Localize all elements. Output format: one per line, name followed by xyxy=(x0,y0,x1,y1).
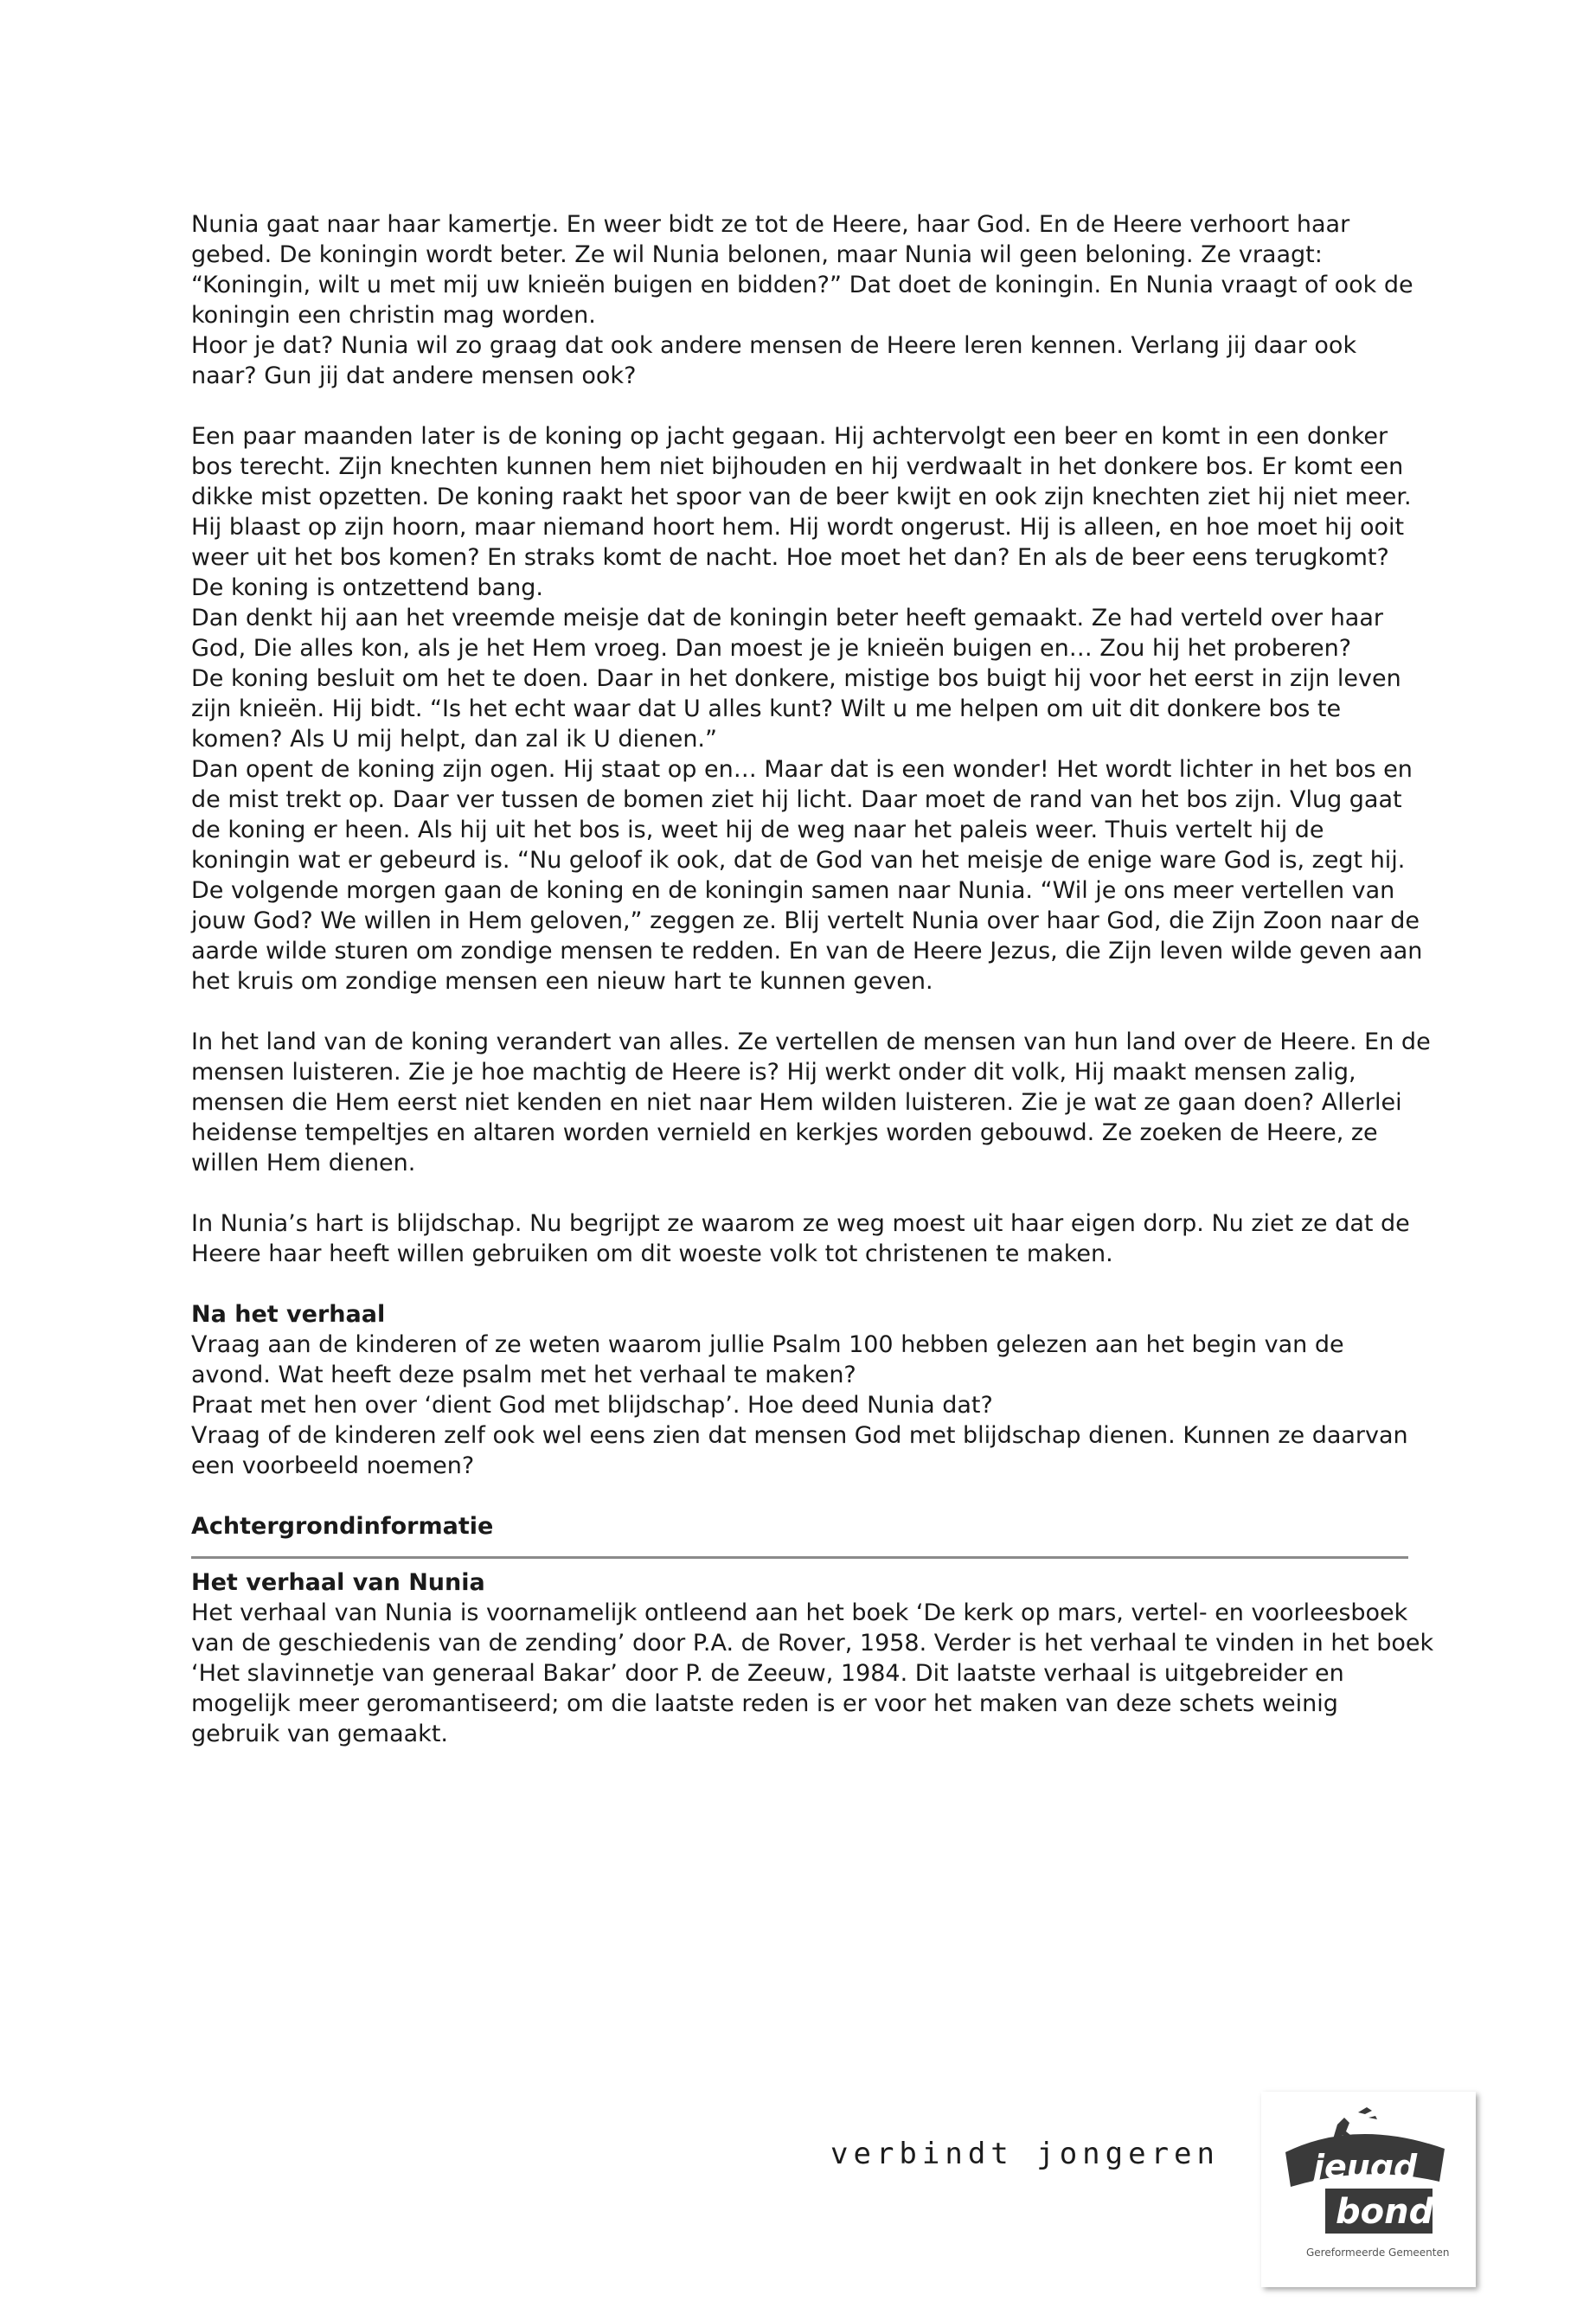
text-line: Het verhaal van Nunia is voornamelijk ontleend aan het boek ‘De kerk op mars, vertel- en voorleesboek xyxy=(191,1599,1408,1626)
text-line: Praat met hen over ‘dient God met blijdschap’. Hoe deed Nunia dat? xyxy=(191,1392,993,1419)
text-line: koningin wat er gebeurd is. “Nu geloof ik ook, dat de God van het meisje de enige ware God is, zegt hij. xyxy=(191,847,1406,874)
text-line: mensen luisteren. Zie je hoe machtig de Heere is? Hij werkt onder dit volk, Hij maakt mensen zalig, xyxy=(191,1059,1356,1086)
text-line: Hoor je dat? Nunia wil zo graag dat ook andere mensen de Heere leren kennen. Verlang jij daar ook xyxy=(191,332,1357,359)
text-line: het kruis om zondige mensen een nieuw hart te kunnen geven. xyxy=(191,968,933,995)
text-line: God, Die alles kon, als je het Hem vroeg. Dan moest je je knieën buigen en… Zou hij het proberen? xyxy=(191,635,1352,662)
text-line: Hij blaast op zijn hoorn, maar niemand hoort hem. Hij wordt ongerust. Hij is alleen, en hoe moet hij ooit xyxy=(191,514,1405,541)
logo-subtitle: Gereformeerde Gemeenten xyxy=(1306,2247,1450,2259)
text-line: aarde wilde sturen om zondige mensen te redden. En van de Heere Jezus, die Zijn leven wilde geven aan xyxy=(191,938,1423,965)
text-line: jouw God? We willen in Hem geloven,” zeggen ze. Blij vertelt Nunia over haar God, die Zijn Zoon naar de xyxy=(191,907,1420,934)
text-line: dikke mist opzetten. De koning raakt het spoor van de beer kwijt en ook zijn knechten ziet hij niet meer. xyxy=(191,484,1412,510)
text-line: Dan opent de koning zijn ogen. Hij staat op en… Maar dat is een wonder! Het wordt lichter in het bos en xyxy=(191,756,1413,783)
text-line: Vraag aan de kinderen of ze weten waarom jullie Psalm 100 hebben gelezen aan het begin van de xyxy=(191,1331,1344,1358)
paragraph-land-changes xyxy=(191,1027,1431,1178)
text-line: In Nunia’s hart is blijdschap. Nu begrijpt ze waarom ze weg moest uit haar eigen dorp. Nu ziet ze dat de xyxy=(191,1210,1410,1237)
heading-verhaal-van-nunia: Het verhaal van Nunia xyxy=(191,1569,485,1596)
text-line: De volgende morgen gaan de koning en de koningin samen naar Nunia. “Wil je ons meer vertellen van xyxy=(191,877,1395,904)
text-line: komen? Als U mij helpt, dan zal ik U dienen.” xyxy=(191,726,718,753)
text-line: “Koningin, wilt u met mij uw knieën buigen en bidden?” Dat doet de koningin. En Nunia vraagt of ook de xyxy=(191,272,1413,298)
paragraph-sources xyxy=(191,1598,1434,1749)
text-line: ‘Het slavinnetje van generaal Bakar’ door P. de Zeeuw, 1984. Dit laatste verhaal is uitgebreider en xyxy=(191,1660,1344,1687)
text-line: Nunia gaat naar haar kamertje. En weer bidt ze tot de Heere, haar God. En de Heere verhoort haar xyxy=(191,211,1350,238)
text-line: de mist trekt op. Daar ver tussen de bomen ziet hij licht. Daar moet de rand van het bos zijn. Vlug gaat xyxy=(191,786,1402,813)
paragraph-nunia-prays xyxy=(191,209,1411,391)
logo-graphic xyxy=(1261,2092,1476,2287)
text-line: bos terecht. Zijn knechten kunnen hem niet bijhouden en hij verdwaalt in het donkere bos. Er komt een xyxy=(191,453,1404,480)
text-line: Vraag of de kinderen zelf ook wel eens zien dat mensen God met blijdschap dienen. Kunnen ze daarvan xyxy=(191,1422,1408,1449)
text-line: Een paar maanden later is de koning op jacht gegaan. Hij achtervolgt een beer en komt in een donker xyxy=(191,423,1388,450)
footer-tagline: verbindt jongeren xyxy=(830,2137,1220,2171)
heading-achtergrondinformatie: Achtergrondinformatie xyxy=(191,1513,494,1540)
text-line: van de geschiedenis van de zending’ door P.A. de Rover, 1958. Verder is het verhaal te vinden in het boek xyxy=(191,1630,1434,1657)
logo-jeugd-text: jeugd xyxy=(1313,2148,1418,2186)
heading-na-het-verhaal: Na het verhaal xyxy=(191,1301,386,1328)
jeugdbond-logo xyxy=(1261,2092,1476,2287)
paragraph-nunia-joy xyxy=(191,1208,1411,1269)
text-line: avond. Wat heeft deze psalm met het verhaal te maken? xyxy=(191,1362,856,1388)
text-line: mensen die Hem eerst niet kenden en niet naar Hem wilden luisteren. Zie je wat ze gaan doen? Allerlei xyxy=(191,1089,1402,1116)
section-divider xyxy=(191,1556,1408,1559)
text-line: koningin een christin mag worden. xyxy=(191,302,596,329)
spark-icon xyxy=(1358,2107,1377,2119)
text-line: willen Hem dienen. xyxy=(191,1150,416,1176)
text-line: Dan denkt hij aan het vreemde meisje dat de koningin beter heeft gemaakt. Ze had verteld over haar xyxy=(191,605,1384,631)
text-line: De koning is ontzettend bang. xyxy=(191,574,543,601)
document-body xyxy=(191,209,1434,1779)
text-line: naar? Gun jij dat andere mensen ook? xyxy=(191,362,637,389)
text-line: mogelijk meer geromantiseerd; om die laatste reden is er voor het maken van deze schets weinig xyxy=(191,1690,1338,1717)
text-line: In het land van de koning verandert van alles. Ze vertellen de mensen van hun land over de Heere. En de xyxy=(191,1029,1431,1055)
text-line: zijn knieën. Hij bidt. “Is het echt waar dat U alles kunt? Wilt u me helpen om uit dit donkere bos te xyxy=(191,695,1342,722)
paragraph-king-hunt xyxy=(191,421,1423,997)
text-line: gebruik van gemaakt. xyxy=(191,1721,448,1747)
paragraph-after-story xyxy=(191,1330,1411,1481)
text-line: weer uit het bos komen? En straks komt de nacht. Hoe moet het dan? En als de beer eens terugkomt? xyxy=(191,544,1389,571)
text-line: gebed. De koningin wordt beter. Ze wil Nunia belonen, maar Nunia wil geen beloning. Ze vraagt: xyxy=(191,241,1323,268)
text-line: een voorbeeld noemen? xyxy=(191,1452,475,1479)
text-line: De koning besluit om het te doen. Daar in het donkere, mistige bos buigt hij voor het eerst in zijn leven xyxy=(191,665,1401,692)
text-line: Heere haar heeft willen gebruiken om dit woeste volk tot christenen te maken. xyxy=(191,1240,1113,1267)
text-line: de koning er heen. Als hij uit het bos is, weet hij de weg naar het paleis weer. Thuis vertelt hij de xyxy=(191,817,1324,843)
text-line: heidense tempeltjes en altaren worden vernield en kerkjes worden gebouwd. Ze zoeken de Heere, ze xyxy=(191,1119,1378,1146)
logo-bond-text: bond xyxy=(1336,2192,1434,2232)
